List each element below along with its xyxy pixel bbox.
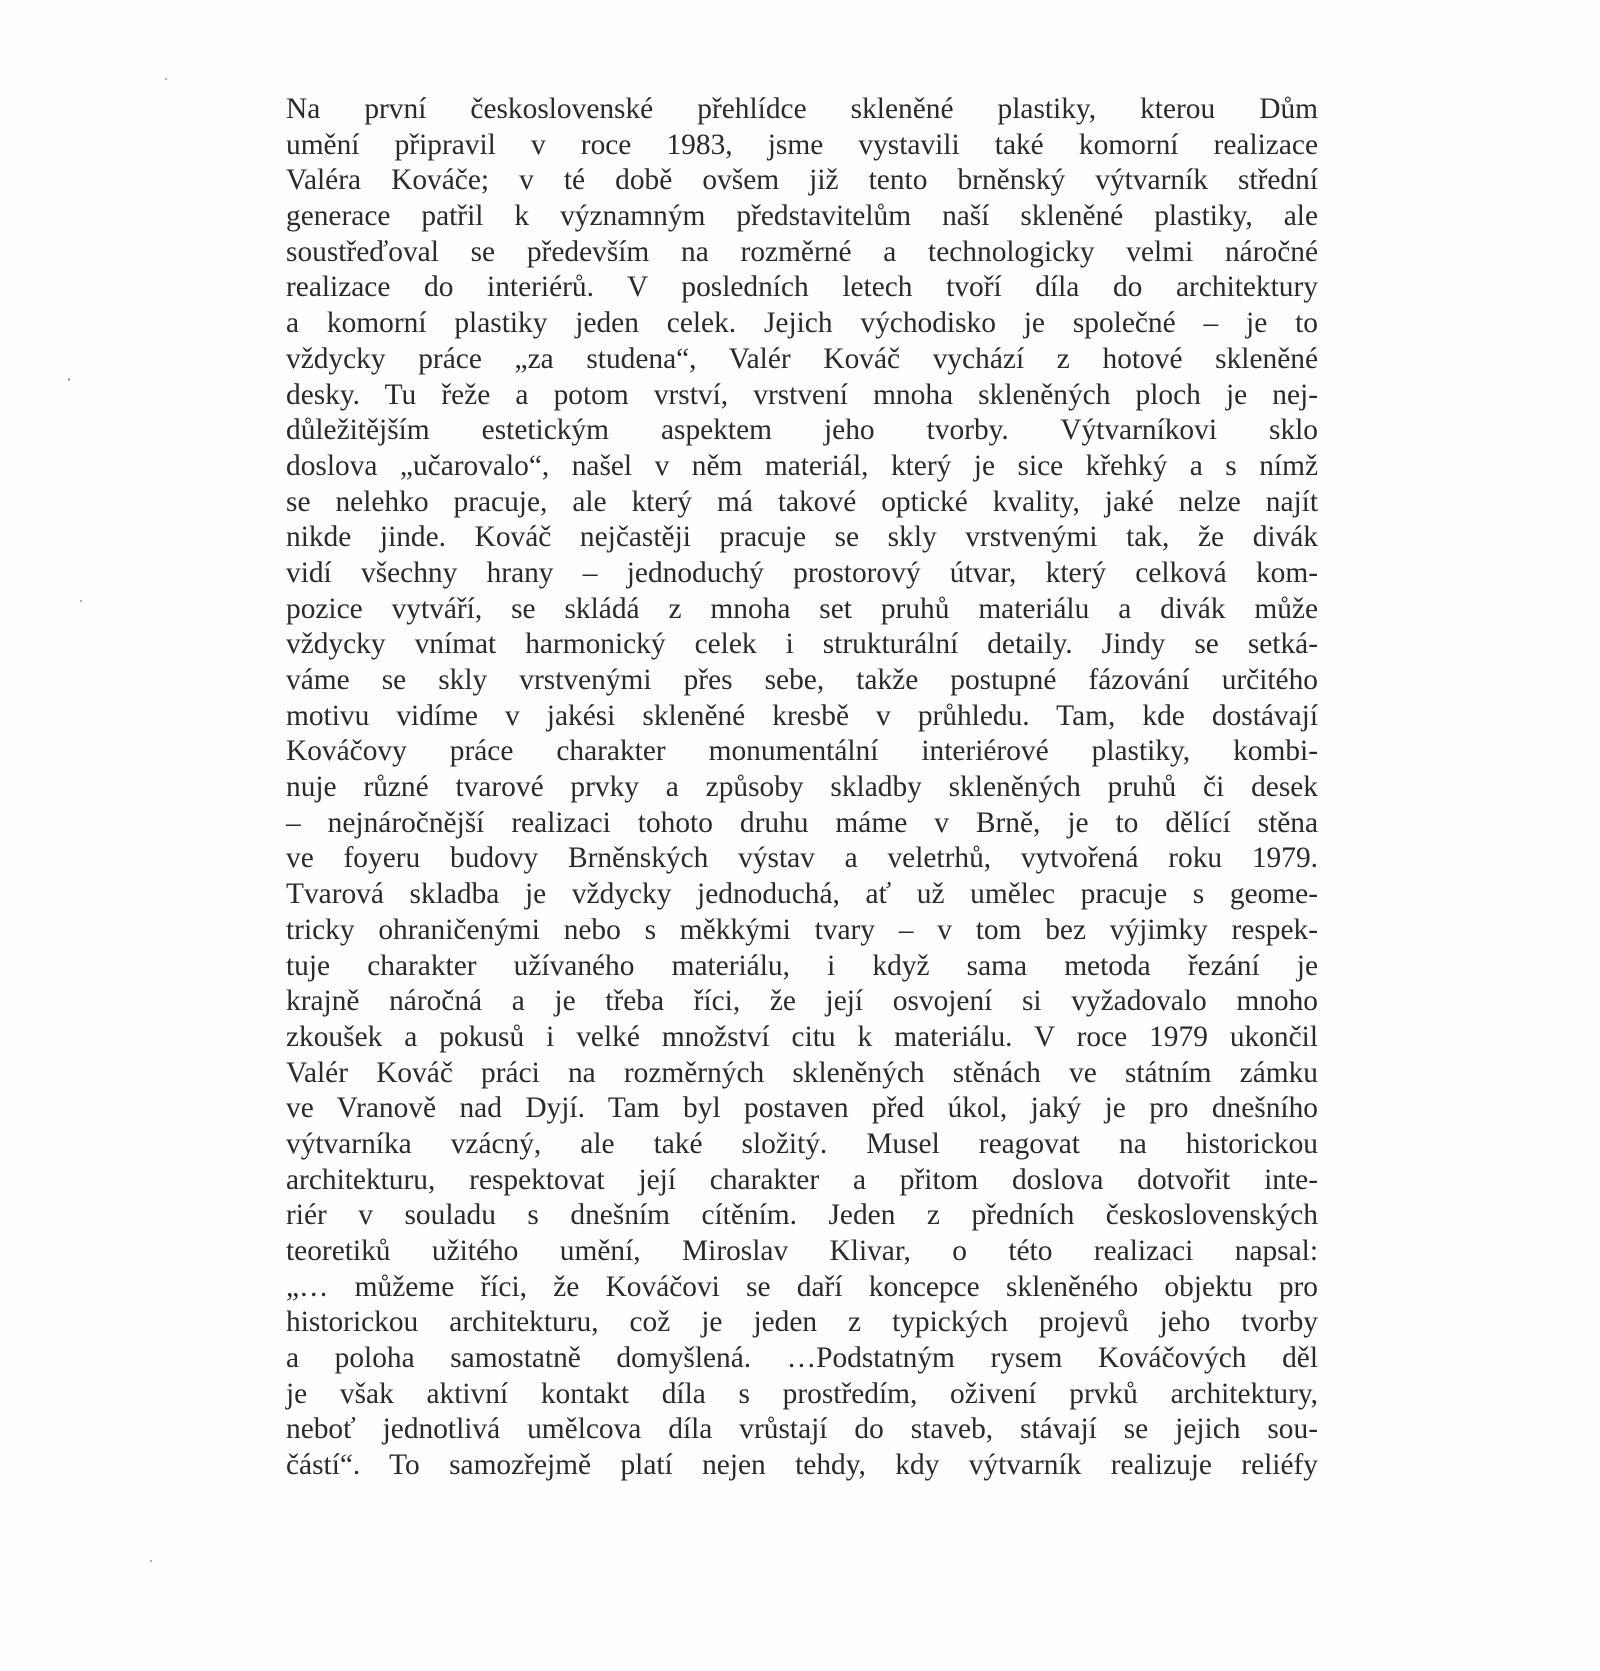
text-line: architekturu, respektovat její charakter a přitom doslova dotvořit inte-: [286, 1163, 1318, 1196]
text-line: vidí všechny hrany – jednoduchý prostorový útvar, který celková kom-: [286, 556, 1318, 589]
text-line: částí“. To samozřejmě platí nejen tehdy, kdy výtvarník realizuje reliéfy: [286, 1449, 1318, 1482]
text-line: ve foyeru budovy Brněnských výstav a veletrhů, vytvořená roku 1979.: [286, 842, 1318, 875]
paper-speck: [80, 600, 82, 602]
paper-speck: [165, 78, 167, 80]
paper-speck: [150, 1560, 152, 1562]
text-line: „… můžeme říci, že Kováčovi se daří koncepce skleněného objektu pro: [286, 1270, 1318, 1303]
text-line: teoretiků užitého umění, Miroslav Klivar, o této realizaci napsal:: [286, 1235, 1318, 1267]
text-line: vždycky vnímat harmonický celek i strukturální detaily. Jindy se setká-: [286, 628, 1318, 661]
text-line: nuje různé tvarové prvky a způsoby skladby skleněných pruhů či desek: [286, 771, 1318, 804]
text-line: se nelehko pracuje, ale který má takové optické kvality, jaké nelze najít: [286, 485, 1318, 518]
text-line: a komorní plastiky jeden celek. Jejich východisko je společné – je to: [286, 307, 1318, 340]
text-line: neboť jednotlivá umělcova díla vrůstají do staveb, stávají se jejich sou-: [286, 1413, 1318, 1446]
text-line: důležitějším estetickým aspektem jeho tvorby. Výtvarníkovi sklo: [286, 414, 1318, 447]
text-line: riér v souladu s dnešním cítěním. Jeden z předních československých: [286, 1199, 1318, 1232]
text-line: je však aktivní kontakt díla s prostředím, oživení prvků architektury,: [286, 1377, 1318, 1410]
text-line: umění připravil v roce 1983, jsme vystavili také komorní realizace: [286, 128, 1318, 161]
text-line: doslova „učarovalo“, našel v něm materiál, který je sice křehký a s nímž: [286, 449, 1318, 482]
text-line: nikde jinde. Kováč nejčastěji pracuje se skly vrstvenými tak, že divák: [286, 521, 1318, 554]
text-line: Valéra Kováče; v té době ovšem již tento brněnský výtvarník střední: [286, 164, 1318, 197]
text-line: Kováčovy práce charakter monumentální interiérové plastiky, kombi-: [286, 735, 1318, 768]
text-line: zkoušek a pokusů i velké množství citu k materiálu. V roce 1979 ukončil: [286, 1020, 1318, 1053]
text-line: váme se skly vrstvenými přes sebe, takže postupné fázování určitého: [286, 664, 1318, 696]
text-line: realizace do interiérů. V posledních letech tvoří díla do architektury: [286, 271, 1318, 304]
text-line: Na první československé přehlídce skleněné plastiky, kterou Dům: [286, 93, 1318, 125]
text-line: krajně náročná a je třeba říci, že její osvojení si vyžadovalo mnoho: [286, 985, 1318, 1018]
text-line: výtvarníka vzácný, ale také složitý. Musel reagovat na historickou: [286, 1127, 1318, 1160]
paper-speck: [68, 378, 70, 381]
text-line: pozice vytváří, se skládá z mnoha set pruhů materiálu a divák může: [286, 592, 1318, 625]
text-line: historickou architekturu, což je jeden z typických projevů jeho tvorby: [286, 1306, 1318, 1339]
body-text: [286, 92, 1318, 1484]
text-line: Tvarová skladba je vždycky jednoduchá, ať už umělec pracuje s geome-: [286, 878, 1318, 911]
text-line: – nejnáročnější realizaci tohoto druhu máme v Brně, je to dělící stěna: [286, 806, 1318, 839]
text-line: vždycky práce „za studena“, Valér Kováč vychází z hotové skleněné: [286, 342, 1318, 375]
text-line: Valér Kováč práci na rozměrných skleněných stěnách ve státním zámku: [286, 1056, 1318, 1089]
text-line: motivu vidíme v jakési skleněné kresbě v průhledu. Tam, kde dostávají: [286, 699, 1318, 732]
text-line: a poloha samostatně domyšlená. …Podstatným rysem Kováčových děl: [286, 1342, 1318, 1375]
text-line: tricky ohraničenými nebo s měkkými tvary – v tom bez výjimky respek-: [286, 913, 1318, 946]
text-line: soustřeďoval se především na rozměrné a technologicky velmi náročné: [286, 235, 1318, 268]
text-line: desky. Tu řeže a potom vrství, vrstvení mnoha skleněných ploch je nej-: [286, 378, 1318, 411]
text-line: tuje charakter užívaného materiálu, i když sama metoda řezání je: [286, 949, 1318, 982]
text-line: ve Vranově nad Dyjí. Tam byl postaven před úkol, jaký je pro dnešního: [286, 1092, 1318, 1125]
text-line: generace patřil k významným představitelům naší skleněné plastiky, ale: [286, 200, 1318, 233]
